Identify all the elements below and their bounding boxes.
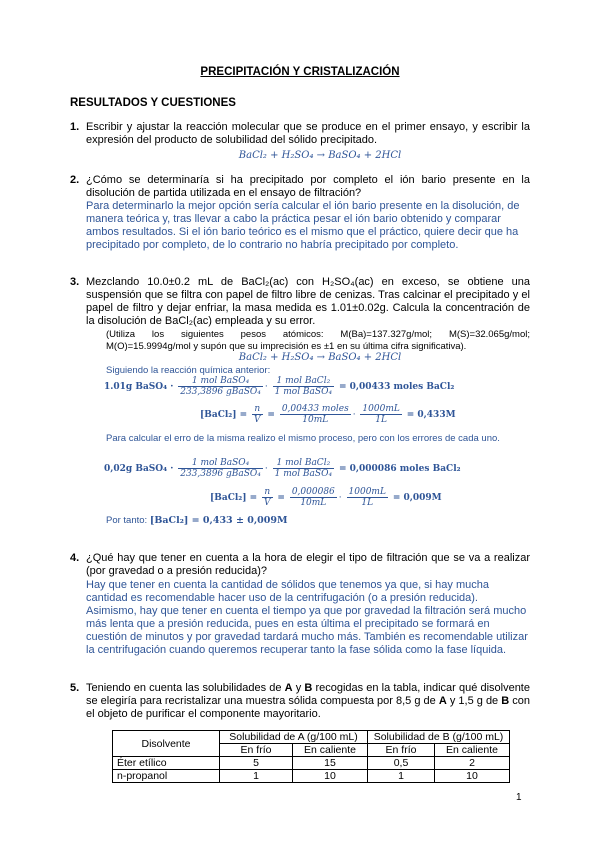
fraction-numerator: n bbox=[262, 487, 273, 498]
fraction-numerator: n bbox=[252, 404, 263, 415]
question-text: Escribir y ajustar la reacción molecular que se produce en el primer ensayo, y escribir la expresión del producto de solubilidad del sólido precipitado. bbox=[86, 121, 530, 146]
question-3 bbox=[70, 276, 530, 328]
fraction-denominator: 1 mol BaSO₄ bbox=[274, 469, 333, 479]
fraction-denominator: V bbox=[254, 415, 261, 425]
question-5 bbox=[70, 682, 530, 721]
question-number: 1. bbox=[70, 121, 80, 133]
calc-concentration: [BaCl₂] = $\frac{n}{V}$ = $\frac{\text{0,00433 moles}}{10mL}$ · $\frac{1000mL}{1L}$ = 0,433M bbox=[200, 404, 456, 425]
table-header: Solubilidad de A (g/100 mL) bbox=[220, 731, 368, 744]
fraction-denominator: 1 mol BaSO₄ bbox=[274, 387, 333, 397]
table-subheader: En frío bbox=[368, 744, 435, 757]
question-number: 3. bbox=[70, 276, 80, 288]
calc-equals: = bbox=[267, 410, 275, 420]
calc-result: = 0,000086 moles BaCl₂ bbox=[338, 464, 461, 474]
final-result bbox=[106, 515, 530, 527]
table-cell: 5 bbox=[220, 757, 293, 770]
text-part: y bbox=[292, 682, 305, 694]
table-cell: 15 bbox=[293, 757, 368, 770]
fraction-numerator: 1000mL bbox=[348, 487, 386, 497]
final-value: [BaCl₂] = 0,433 ± 0,009M bbox=[149, 515, 288, 526]
table-row bbox=[113, 770, 510, 783]
fraction-numerator: 0,000086 bbox=[291, 487, 335, 497]
solubility-table bbox=[112, 730, 510, 783]
calc-error-moles: 0,02g BaSO₄ · $\frac{\text{1 mol BaSO₄}}{\text{233,3896 gBaSO₄}}$ · $\frac{\text{1 mol BaCl₂}}{\text{1 mol BaSO₄}}$ = 0,000086 moles BaCl₂ bbox=[104, 458, 461, 479]
table-subheader: En caliente bbox=[293, 744, 368, 757]
calc-equals: = bbox=[277, 493, 285, 503]
fraction-numerator: 1 mol BaCl₂ bbox=[273, 376, 334, 387]
question-text bbox=[86, 682, 530, 721]
text-part: A bbox=[438, 695, 447, 707]
table-cell: 2 bbox=[435, 757, 510, 770]
question-text: Mezclando 10.0±0.2 mL de BaCl₂(ac) con H₂SO₄(ac) en exceso, se obtiene una suspensión que se filtra con papel de filtro libre de cenizas. Tras calcinar el precipitado y el papel de filtro y dejar enfriar, la masa medida es 1.01±0.02g. Calcula la concentración de la disolución de BaCl₂(ac) empleada y su error. bbox=[86, 276, 530, 327]
table-subheader: En frío bbox=[220, 744, 293, 757]
error-intro: Para calcular el erro de la misma realizo el mismo proceso, pero con los errores de cada uno. bbox=[106, 433, 500, 444]
table-header: Solubilidad de B (g/100 mL) bbox=[368, 731, 510, 744]
answer-2: Para determinarlo la mejor opción sería calcular el ión bario presente en la disolución, de manera teórica y, tras llevar a cabo la práctica pesar el ión bario obtenido y comparar ambos resultados. Si el ión bario teórico es el mismo que el práctico, quiere decir que ha precipitado por completo, de lo contrario no habría precipitado por completo. bbox=[86, 200, 520, 251]
fraction-denominator: 1L bbox=[375, 415, 387, 425]
fraction-denominator: 10mL bbox=[300, 498, 327, 508]
page-number: 1 bbox=[516, 792, 522, 803]
fraction-numerator: 0,00433 moles bbox=[281, 404, 349, 414]
reaction-equation: BaCl₂ + H₂SO₄ → BaSO₄ + 2HCl bbox=[238, 352, 402, 363]
answer-4: Hay que tener en cuenta la cantidad de sólidos que tenemos ya que, si hay mucha cantidad es recomendable hacer uso de la centrifugación (o a presión reducida). Asimismo, hay que tener en cuenta el tiempo ya que por gravedad la filtración será mucho más lenta que a presión reducida, pues en esta última el precipitado se formará en cuestión de minutos y por gravedad tardará mucho más. También es recomendable utilizar la centrifugación cuando queremos recuperar tanto la fase sólida como la fase líquida. bbox=[86, 579, 528, 656]
table-cell: Éter etílico bbox=[113, 757, 220, 770]
question-1 bbox=[70, 121, 530, 147]
calc-error-concentration: [BaCl₂] = $\frac{n}{V}$ = $\frac{0,000086}{10mL}$ · $\frac{1000mL}{1L}$ = 0,009M bbox=[210, 487, 442, 508]
calc-lead: [BaCl₂] = bbox=[210, 493, 258, 503]
atomic-weights-note: (Utiliza los siguientes pesos atómicos: M(Ba)=137.327g/mol; M(S)=32.065g/mol; M(O)=15.9994g/mol y supón que su imprecisión es ±1 en su última cifra significativa). bbox=[106, 329, 530, 352]
text-part: recogidas en la tabla, indicar qué disolvente se elegiría para recristalizar una muestra sólida compuesta por 8,5 g de bbox=[86, 682, 530, 707]
table-cell: 10 bbox=[435, 770, 510, 783]
table-cell: n-propanol bbox=[113, 770, 220, 783]
question-text: ¿Qué hay que tener en cuenta a la hora de elegir el tipo de filtración que se va a realizar (por gravedad o a presión reducida)? bbox=[86, 552, 530, 577]
table-header: Disolvente bbox=[113, 731, 220, 757]
question-text: ¿Cómo se determinaría si ha precipitado por completo el ión bario presente en la disolución de partida utilizada en el ensayo de filtración? bbox=[86, 174, 530, 199]
table-cell: 0,5 bbox=[368, 757, 435, 770]
fraction-denominator: 233,3896 gBaSO₄ bbox=[180, 469, 261, 479]
table-cell: 1 bbox=[220, 770, 293, 783]
section-heading: RESULTADOS Y CUESTIONES bbox=[70, 97, 236, 109]
text-part: Teniendo en cuenta las solubilidades de bbox=[86, 682, 285, 694]
document-title: PRECIPITACIÓN Y CRISTALIZACIÓN bbox=[200, 66, 400, 78]
calc-result: = 0,00433 moles BaCl₂ bbox=[338, 382, 455, 392]
fraction-denominator: V bbox=[264, 498, 271, 508]
table-cell: 1 bbox=[368, 770, 435, 783]
reaction-equation: BaCl₂ + H₂SO₄ → BaSO₄ + 2HCl bbox=[238, 150, 402, 161]
fraction-numerator: 1 mol BaSO₄ bbox=[178, 458, 263, 469]
fraction-numerator: 1 mol BaSO₄ bbox=[178, 376, 263, 387]
fraction-numerator: 1 mol BaCl₂ bbox=[273, 458, 334, 469]
calc-moles: 1.01g BaSO₄ · $\frac{\text{1 mol BaSO₄}}{\text{233,3896 gBaSO₄}}$ · $\frac{\text{1 mol BaCl₂}}{\text{1 mol BaSO₄}}$ = 0,00433 moles BaCl₂ bbox=[104, 376, 455, 397]
table-cell: 10 bbox=[293, 770, 368, 783]
text-part: con el objeto de purificar el componente mayoritario. bbox=[86, 695, 530, 720]
calc-lead: 1.01g BaSO₄ · bbox=[104, 382, 174, 392]
fraction-denominator: 1L bbox=[361, 498, 374, 508]
text-part: A bbox=[284, 682, 293, 694]
text-part: B bbox=[304, 682, 313, 694]
calc-intro: Siguiendo la reacción química anterior: bbox=[106, 365, 271, 376]
text-part: y 1,5 g de bbox=[446, 695, 502, 707]
question-number: 5. bbox=[70, 682, 80, 694]
calc-result: = 0,009M bbox=[392, 493, 442, 503]
table-row bbox=[113, 757, 510, 770]
table-subheader: En caliente bbox=[435, 744, 510, 757]
fraction-numerator: 1000mL bbox=[362, 404, 400, 414]
fraction-denominator: 10mL bbox=[302, 415, 329, 425]
calc-lead: [BaCl₂] = bbox=[200, 410, 248, 420]
question-number: 2. bbox=[70, 174, 80, 186]
fraction-denominator: 233,3896 gBaSO₄ bbox=[180, 387, 261, 397]
question-number: 4. bbox=[70, 552, 80, 564]
question-4 bbox=[70, 552, 530, 578]
question-2 bbox=[70, 174, 530, 200]
calc-lead: 0,02g BaSO₄ · bbox=[104, 464, 174, 474]
calc-result: = 0,433M bbox=[406, 410, 456, 420]
final-label: Por tanto: bbox=[106, 515, 148, 526]
text-part: B bbox=[501, 695, 510, 707]
